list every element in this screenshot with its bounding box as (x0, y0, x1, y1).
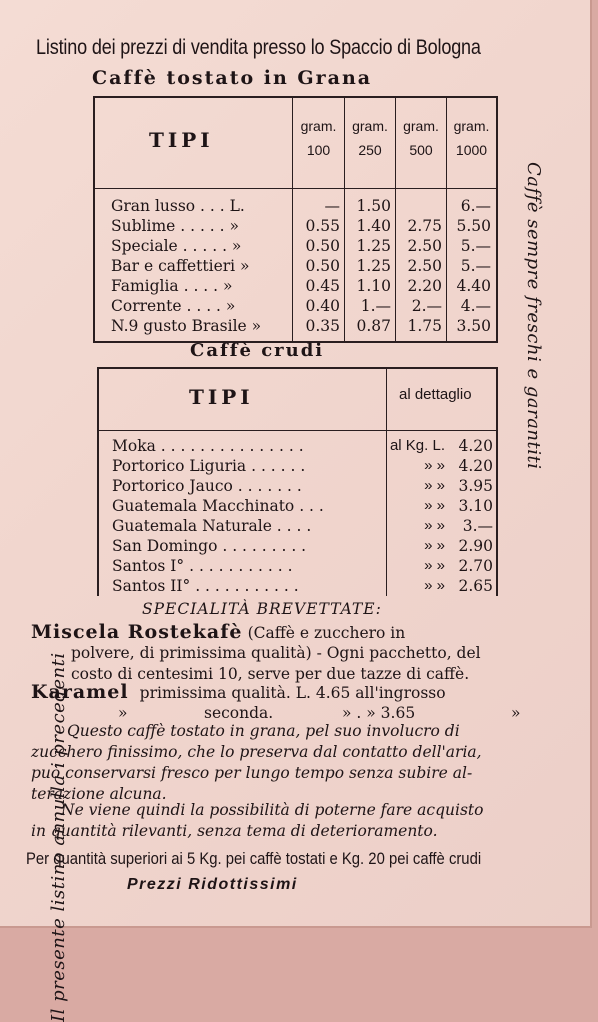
raw-row-unit: » » (424, 457, 445, 474)
side-note-right (497, 162, 544, 470)
roasted-row-name: Bar e caffettieri » (111, 257, 250, 275)
roasted-price-1000: 4.40 (456, 277, 491, 295)
roasted-row-name: Corrente . . . . » (111, 297, 236, 315)
roasted-price-1000: 6.— (460, 197, 491, 215)
miscela-desc-2: polvere, di primissima qualità) - Ogni pacchetto, del (71, 644, 481, 662)
roasted-price-100: — (324, 197, 340, 215)
side-note-left (48, 206, 69, 1022)
miscela-desc-1: (Caffè e zucchero in (247, 624, 406, 642)
roasted-price-500: 2.20 (407, 277, 442, 295)
roasted-price-1000: 3.50 (456, 317, 491, 335)
roasted-price-500: 2.— (411, 297, 442, 315)
roasted-row-name: N.9 gusto Brasile » (111, 317, 262, 335)
raw-row-price: 3.— (462, 517, 493, 535)
miscela-line (31, 621, 405, 643)
raw-row-name: San Domingo . . . . . . . . . (112, 537, 307, 555)
roasted-price-1000: 5.— (460, 237, 491, 255)
raw-row-name: Moka . . . . . . . . . . . . . . . (112, 437, 304, 455)
roasted-price-500: 2.50 (407, 237, 442, 255)
weight-header-1000: gram. 1000 (453, 118, 490, 158)
roasted-price-500: 2.75 (407, 217, 442, 235)
paragraph-1-line-2: zucchero finissimo, che lo preserva dal contatto dell'aria, (31, 743, 482, 761)
paragraph-1-line-3: può conservarsi fresco per lungo tempo senza subire al- (31, 764, 473, 782)
raw-row-name: Santos I° . . . . . . . . . . . (112, 557, 293, 575)
raw-row-unit: » » (424, 497, 445, 514)
side-note-right-text: Caffè sempre freschi e garantiti (523, 162, 544, 470)
raw-row-name: Guatemala Naturale . . . . (112, 517, 312, 535)
page-title: Listino dei prezzi di vendita presso lo Spaccio di Bologna (36, 36, 481, 59)
roasted-row-name: Gran lusso . . . L. (111, 197, 245, 215)
raw-row-name: Portorico Jauco . . . . . . . (112, 477, 302, 495)
roasted-price-250: 1.25 (356, 237, 391, 255)
retail-column-header: al dettaglio (399, 386, 472, 403)
raw-row-name: Santos II° . . . . . . . . . . . (112, 577, 299, 595)
raw-tipi-header: TIPI (189, 385, 254, 409)
roasted-price-1000: 5.— (460, 257, 491, 275)
raw-row-unit: » » (424, 477, 445, 494)
roasted-row-name: Famiglia . . . . » (111, 277, 233, 295)
raw-row-name: Portorico Liguria . . . . . . (112, 457, 306, 475)
roasted-price-500: 1.75 (407, 317, 442, 335)
roasted-price-250: 1.40 (356, 217, 391, 235)
roasted-price-100: 0.55 (305, 217, 340, 235)
miscela-name: Miscela Rostekafè (31, 621, 243, 643)
paragraph-2-line-1: Ne viene quindi la possibilità di poterne fare acquisto (61, 801, 484, 819)
raw-row-unit: » » (424, 517, 445, 534)
karamel-desc-1: primissima qualità. L. 4.65 all'ingrosso (139, 684, 446, 702)
side-note-left-text: Il presente listino annulla i precedenti (48, 652, 69, 1022)
raw-row-price: 2.65 (458, 577, 493, 595)
raw-row-price: 3.95 (458, 477, 493, 495)
roasted-price-250: 1.50 (356, 197, 391, 215)
specialita-heading: SPECIALITÀ BREVETTATE: (142, 600, 382, 618)
roasted-price-500: 2.50 (407, 257, 442, 275)
raw-row-price: 4.20 (458, 437, 493, 455)
karamel-ditto-2: » (511, 704, 521, 722)
raw-row-price: 4.20 (458, 457, 493, 475)
miscela-desc-3: costo di centesimi 10, serve per due tazze di caffè. (71, 665, 470, 683)
paragraph-1-line-1: Questo caffè tostato in grana, pel suo involucro di (67, 722, 460, 740)
roasted-price-250: 0.87 (356, 317, 391, 335)
karamel-price-2: » . » 3.65 (342, 704, 416, 722)
roasted-price-100: 0.50 (305, 237, 340, 255)
roasted-price-100: 0.35 (305, 317, 340, 335)
karamel-line (31, 681, 446, 703)
footer-quantity-note: Per quantità superiori ai 5 Kg. pei caffè tostati e Kg. 20 pei caffè crudi (26, 850, 482, 868)
raw-row-price: 3.10 (458, 497, 493, 515)
roasted-row-name: Sublime . . . . . » (111, 217, 239, 235)
roasted-coffee-table (93, 96, 498, 343)
section-raw-heading: Caffè crudi (190, 340, 325, 361)
karamel-name: Karamel (31, 681, 129, 703)
roasted-price-100: 0.40 (305, 297, 340, 315)
roasted-price-250: 1.25 (356, 257, 391, 275)
section-roasted-heading: Caffè tostato in Grana (92, 67, 373, 89)
weight-header-250: gram. 250 (352, 118, 388, 158)
weight-header-100: gram. 100 (300, 118, 337, 158)
footer-prices: Prezzi Ridottissimi (127, 876, 298, 893)
roasted-price-1000: 5.50 (456, 217, 491, 235)
raw-row-price: 2.90 (458, 537, 493, 555)
roasted-price-1000: 4.— (460, 297, 491, 315)
karamel-ditto-1: » (118, 704, 128, 722)
raw-row-name: Guatemala Macchinato . . . (112, 497, 324, 515)
roasted-price-250: 1.— (360, 297, 391, 315)
weight-header-500: gram. 500 (403, 118, 439, 158)
paragraph-1-line-4: terazione alcuna. (31, 785, 167, 803)
raw-row-unit: al Kg. L. (389, 437, 445, 454)
roasted-tipi-header: TIPI (149, 128, 214, 152)
raw-row-unit: » » (424, 537, 445, 554)
karamel-second: seconda. (204, 704, 274, 722)
roasted-price-100: 0.50 (305, 257, 340, 275)
raw-coffee-table (97, 367, 498, 596)
raw-row-unit: » » (424, 577, 445, 594)
raw-row-price: 2.70 (458, 557, 493, 575)
roasted-price-250: 1.10 (356, 277, 391, 295)
roasted-row-name: Speciale . . . . . » (111, 237, 242, 255)
roasted-price-100: 0.45 (305, 277, 340, 295)
raw-row-unit: » » (424, 557, 445, 574)
paragraph-2-line-2: in quantità rilevanti, senza tema di deterioramento. (31, 822, 438, 840)
